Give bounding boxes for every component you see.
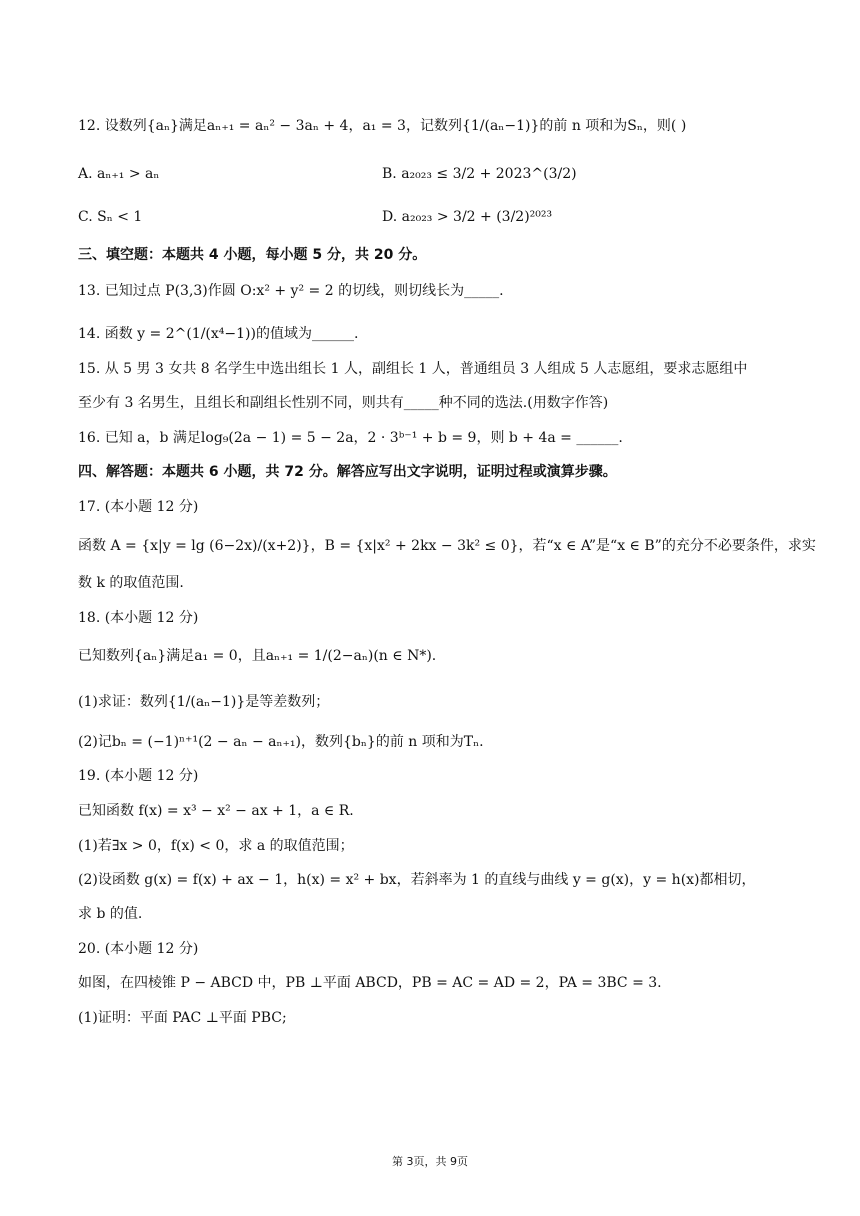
q19-line-4: 求 b 的值. xyxy=(78,906,143,922)
q20-heading: 20. (本小题 12 分) xyxy=(78,941,199,957)
q13: 13. 已知过点 P(3,3)作圆 O:x² + y² = 2 的切线，则切线长为_____. xyxy=(78,283,504,299)
q19-line-1: 已知函数 f(x) = x³ − x² − ax + 1，a ∈ R. xyxy=(78,803,354,819)
section-answer-heading: 四、解答题：本题共 6 小题，共 72 分。解答应写出文字说明，证明过程或演算步骤。 xyxy=(78,464,617,480)
q15-line-1: 15. 从 5 男 3 女共 8 名学生中选出组长 1 人，副组长 1 人，普通组员 3 人组成 5 人志愿组，要求志愿组中 xyxy=(78,361,748,377)
q20-line-1: 如图，在四棱锥 P − ABCD 中，PB ⊥平面 ABCD，PB = AC = AD = 2，PA = 3BC = 3. xyxy=(78,975,662,991)
q12-option-b: B. a₂₀₂₃ ≤ 3/2 + 2023^(3/2) xyxy=(382,166,577,182)
q15-line-2: 至少有 3 名男生，且组长和副组长性别不同，则共有_____种不同的选法.(用数字作答) xyxy=(78,395,609,411)
q20-line-2: (1)证明：平面 PAC ⊥平面 PBC; xyxy=(78,1010,287,1026)
section-fill-in-heading: 三、填空题：本题共 4 小题，每小题 5 分，共 20 分。 xyxy=(78,247,427,263)
q18-line-2: (1)求证：数列{1/(aₙ−1)}是等差数列； xyxy=(78,694,330,710)
q12-option-c: C. Sₙ < 1 xyxy=(78,209,143,225)
q16: 16. 已知 a，b 满足log₉(2a − 1) = 5 − 2a，2 · 3ᵇ⁻¹ + b = 9，则 b + 4a = ______. xyxy=(78,430,623,446)
q19-line-2: (1)若∃x > 0，f(x) < 0，求 a 的取值范围； xyxy=(78,838,354,854)
q18-line-1: 已知数列{aₙ}满足a₁ = 0，且aₙ₊₁ = 1/(2−aₙ)(n ∈ N*). xyxy=(78,648,437,664)
q17-line-1: 函数 A = {x|y = lg (6−2x)/(x+2)}，B = {x|x² + 2kx − 3k² ≤ 0}，若“x ∈ A”是“x ∈ B”的充分不必要条件，求实 xyxy=(78,538,816,554)
q17-heading: 17. (本小题 12 分) xyxy=(78,499,199,515)
q17-line-2: 数 k 的取值范围. xyxy=(78,575,184,591)
q19-line-3: (2)设函数 g(x) = f(x) + ax − 1，h(x) = x² + bx，若斜率为 1 的直线与曲线 y = g(x)，y = h(x)都相切， xyxy=(78,872,756,888)
q12-option-a: A. aₙ₊₁ > aₙ xyxy=(78,166,160,182)
page-footer: 第 3页，共 9页 xyxy=(392,1155,468,1168)
q19-heading: 19. (本小题 12 分) xyxy=(78,768,199,784)
q12-stem: 12. 设数列{aₙ}满足aₙ₊₁ = aₙ² − 3aₙ + 4，a₁ = 3，记数列{1/(aₙ−1)}的前 n 项和为Sₙ，则( ) xyxy=(78,118,687,134)
q12-option-d: D. a₂₀₂₃ > 3/2 + (3/2)²⁰²³ xyxy=(382,209,553,225)
q14: 14. 函数 y = 2^(1/(x⁴−1))的值域为______. xyxy=(78,326,359,342)
q18-line-3: (2)记bₙ = (−1)ⁿ⁺¹(2 − aₙ − aₙ₊₁)，数列{bₙ}的前 n 项和为Tₙ. xyxy=(78,734,484,750)
q18-heading: 18. (本小题 12 分) xyxy=(78,610,199,626)
